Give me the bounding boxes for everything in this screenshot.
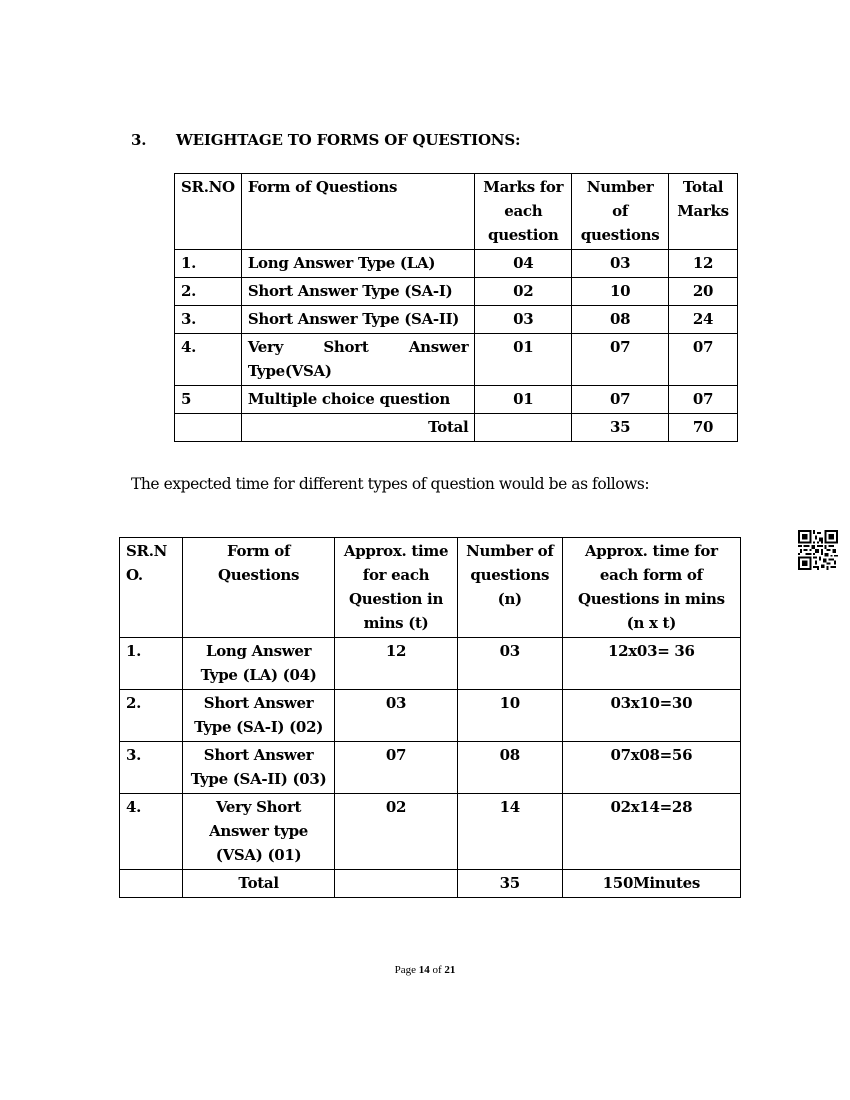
header-sr-line: SR.N xyxy=(126,542,168,560)
cell-form-line: Type (LA) (04) xyxy=(200,666,317,684)
footer-of-word: of xyxy=(432,964,442,976)
cell-number: 14 xyxy=(457,794,562,870)
cell-number: 07 xyxy=(572,386,669,414)
footer-page-number: 14 xyxy=(418,964,430,976)
cell-sr-empty xyxy=(175,414,242,442)
table-row xyxy=(175,278,738,306)
page-footer xyxy=(0,964,850,976)
header-time-line: mins (t) xyxy=(363,614,429,632)
cell-sr: 1. xyxy=(120,638,183,690)
cell-total-time: 02x14=28 xyxy=(562,794,740,870)
cell-marks: 01 xyxy=(475,334,572,386)
cell-sr-empty xyxy=(120,870,183,898)
cell-form xyxy=(241,334,475,386)
table-row xyxy=(120,794,741,870)
cell-marks: 01 xyxy=(475,386,572,414)
intro-paragraph: The expected time for different types of question would be as follows: xyxy=(131,475,650,493)
cell-form xyxy=(182,638,334,690)
header-total-line: Approx. time for xyxy=(584,542,718,560)
table-header-row xyxy=(175,174,738,250)
cell-form-line: Short Answer xyxy=(203,746,314,764)
cell-form xyxy=(182,794,334,870)
total-time: 150Minutes xyxy=(562,870,740,898)
header-total-line: Marks xyxy=(677,202,729,220)
cell-form-line: Short Answer xyxy=(203,694,314,712)
cell-form-line: Type(VSA) xyxy=(247,362,332,380)
header-sr-no: SR.NO xyxy=(175,174,242,250)
table-row xyxy=(120,742,741,794)
header-number-line: Number of xyxy=(466,542,554,560)
cell-sr: 3. xyxy=(175,306,242,334)
footer-page-word: Page xyxy=(394,964,416,976)
weightage-table xyxy=(174,173,738,442)
table-row xyxy=(175,334,738,386)
header-number-line: of xyxy=(612,202,629,220)
header-total-line: Total xyxy=(682,178,724,196)
total-number: 35 xyxy=(572,414,669,442)
header-number xyxy=(572,174,669,250)
header-marks-line: Marks for xyxy=(483,178,564,196)
cell-time-empty xyxy=(335,870,458,898)
cell-total-time: 12x03= 36 xyxy=(562,638,740,690)
cell-marks: 02 xyxy=(475,278,572,306)
header-total-time xyxy=(562,538,740,638)
cell-sr: 2. xyxy=(175,278,242,306)
cell-form-line: Long Answer xyxy=(205,642,312,660)
header-marks-line: each xyxy=(504,202,543,220)
cell-form: Short Answer Type (SA-I) xyxy=(241,278,475,306)
cell-sr: 4. xyxy=(175,334,242,386)
cell-number: 08 xyxy=(457,742,562,794)
cell-sr: 5 xyxy=(175,386,242,414)
header-marks xyxy=(475,174,572,250)
header-form-line: Form of xyxy=(226,542,291,560)
cell-number: 10 xyxy=(572,278,669,306)
header-sr-no xyxy=(120,538,183,638)
total-row xyxy=(120,870,741,898)
total-marks: 70 xyxy=(669,414,738,442)
cell-form xyxy=(182,690,334,742)
cell-total: 07 xyxy=(669,386,738,414)
header-sr-line: O. xyxy=(126,566,143,584)
header-number-line: questions xyxy=(470,566,550,584)
cell-number: 03 xyxy=(457,638,562,690)
cell-form-line: Type (SA-I) (02) xyxy=(194,718,324,736)
header-number-line: Number xyxy=(586,178,654,196)
table-row xyxy=(175,250,738,278)
table-header-row xyxy=(120,538,741,638)
table-row xyxy=(120,638,741,690)
header-time-line: for each xyxy=(362,566,430,584)
cell-sr: 2. xyxy=(120,690,183,742)
cell-form-word: Very xyxy=(247,338,284,356)
header-approx-time xyxy=(335,538,458,638)
header-total-line: each form of xyxy=(599,566,703,584)
header-time-line: Question in xyxy=(349,590,444,608)
header-form: Form of Questions xyxy=(241,174,475,250)
header-form xyxy=(182,538,334,638)
header-number-line: (n) xyxy=(497,590,522,608)
cell-form-line: Type (SA-II) (03) xyxy=(190,770,327,788)
table-row xyxy=(120,690,741,742)
total-label: Total xyxy=(182,870,334,898)
qr-code-icon xyxy=(798,530,838,570)
cell-time: 03 xyxy=(335,690,458,742)
table-row xyxy=(175,386,738,414)
section-number: 3. xyxy=(131,131,147,149)
cell-total: 20 xyxy=(669,278,738,306)
header-total-line: (n x t) xyxy=(626,614,676,632)
header-form-line: Questions xyxy=(217,566,300,584)
cell-form-line: Very Short xyxy=(215,798,302,816)
cell-number: 10 xyxy=(457,690,562,742)
cell-form: Multiple choice question xyxy=(241,386,475,414)
cell-total: 07 xyxy=(669,334,738,386)
cell-form-line: (VSA) (01) xyxy=(215,846,302,864)
cell-total: 24 xyxy=(669,306,738,334)
header-total xyxy=(669,174,738,250)
cell-total: 12 xyxy=(669,250,738,278)
cell-sr: 1. xyxy=(175,250,242,278)
cell-time: 02 xyxy=(335,794,458,870)
total-label: Total xyxy=(241,414,475,442)
cell-form-line xyxy=(248,335,469,359)
header-number xyxy=(457,538,562,638)
cell-marks-empty xyxy=(475,414,572,442)
section-title: WEIGHTAGE TO FORMS OF QUESTIONS: xyxy=(176,131,521,149)
cell-form-line: Answer type xyxy=(209,822,309,840)
cell-form: Long Answer Type (LA) xyxy=(241,250,475,278)
section-heading xyxy=(131,131,520,149)
header-time-line: Approx. time xyxy=(343,542,449,560)
header-number-line: questions xyxy=(580,226,660,244)
total-number: 35 xyxy=(457,870,562,898)
cell-time: 12 xyxy=(335,638,458,690)
table-row xyxy=(175,306,738,334)
cell-number: 07 xyxy=(572,334,669,386)
cell-sr: 4. xyxy=(120,794,183,870)
cell-marks: 04 xyxy=(475,250,572,278)
cell-sr: 3. xyxy=(120,742,183,794)
footer-page-total: 21 xyxy=(444,964,456,976)
cell-total-time: 03x10=30 xyxy=(562,690,740,742)
expected-time-table xyxy=(119,537,741,898)
cell-form: Short Answer Type (SA-II) xyxy=(241,306,475,334)
cell-marks: 03 xyxy=(475,306,572,334)
header-marks-line: question xyxy=(488,226,559,244)
cell-form-word: Answer xyxy=(408,338,469,356)
cell-number: 08 xyxy=(572,306,669,334)
cell-form xyxy=(182,742,334,794)
cell-total-time: 07x08=56 xyxy=(562,742,740,794)
total-row xyxy=(175,414,738,442)
cell-form-word: Short xyxy=(323,338,369,356)
cell-time: 07 xyxy=(335,742,458,794)
header-total-line: Questions in mins xyxy=(577,590,725,608)
cell-number: 03 xyxy=(572,250,669,278)
